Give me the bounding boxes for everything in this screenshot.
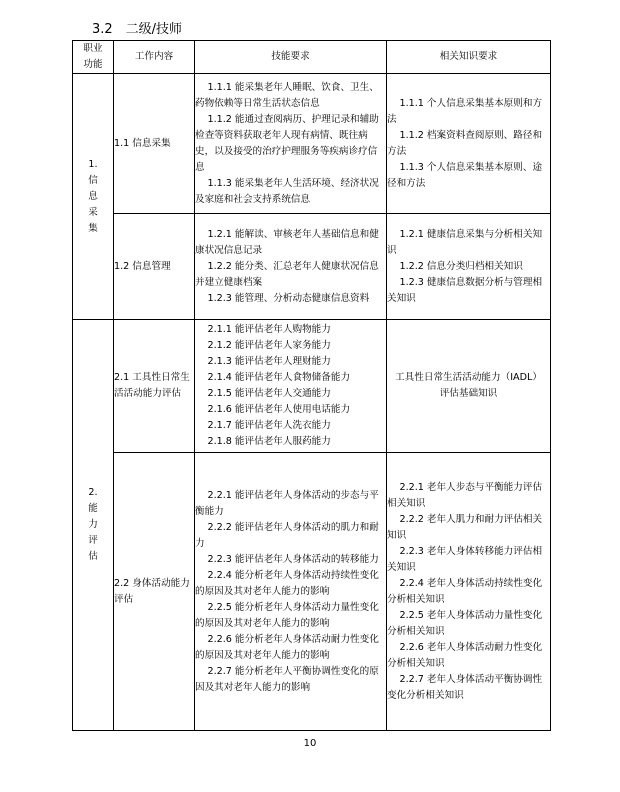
knowledge-item: 2.2.1 老年人步态与平衡能力评估相关知识 [387,481,543,509]
skills-cell [195,214,387,320]
skill-item: 2.2.4 能分析老年人身体活动持续性变化的原因及其对老年人能力的影响 [195,569,379,597]
skill-item: 2.1.7 能评估老年人洗衣能力 [207,420,331,431]
skills-cell [195,74,387,214]
header-content: 工作内容 [114,41,195,74]
section-title: 3.2 二级/技师 [92,22,183,37]
function-label: 1. 信 息 采 集 [88,158,98,234]
content-cell: 2.2 身体活动能力评估 [114,453,195,731]
knowledge-cell [387,74,551,214]
function-cell-ability-assessment [73,320,114,731]
skill-item: 2.1.5 能评估老年人交通能力 [207,388,331,399]
page-number: 10 [303,738,317,749]
knowledge-item: 1.1.2 档案资料查阅原则、路径和方法 [387,129,543,157]
knowledge-item: 2.2.3 老年人身体转移能力评估相关知识 [387,545,543,573]
skill-item: 1.2.2 能分类、汇总老年人健康状况信息并建立健康档案 [195,260,379,288]
function-label: 2. 能 力 评 估 [88,487,98,562]
skills-cell [195,453,387,731]
knowledge-item: 2.2.6 老年人身体活动耐力性变化分析相关知识 [387,641,543,669]
table-row [73,320,551,453]
content-cell: 2.1 工具性日常生活活动能力评估 [114,320,195,453]
knowledge-item: 1.1.1 个人信息采集基本原则和方法 [387,97,543,125]
header-knowledge: 相关知识要求 [387,41,551,74]
knowledge-item: 1.2.1 健康信息采集与分析相关知识 [387,228,543,256]
skill-item: 2.2.6 能分析老年人身体活动耐力性变化的原因及其对老年人能力的影响 [195,633,379,661]
knowledge-cell [387,453,551,731]
skill-item: 2.2.3 能评估老年人身体活动的转移能力 [207,553,379,565]
header-function-label: 职业 功能 [83,43,103,70]
skill-item: 2.1.2 能评估老年人家务能力 [207,340,331,351]
skill-item: 1.2.1 能解读、审核老年人基础信息和健康状况信息记录 [195,228,379,256]
skill-item: 1.1.3 能采集老年人生活环境、经济状况及家庭和社会支持系统信息 [195,177,379,205]
header-function [73,41,114,74]
knowledge-item: 工具性日常生活活动能力（IADL）评估基础知识 [395,372,542,399]
knowledge-item: 1.1.3 个人信息采集基本原则、途径和方法 [387,161,543,189]
header-skills: 技能要求 [195,41,387,74]
skill-item: 2.1.4 能评估老年人食物储备能力 [207,372,351,383]
skill-item: 1.1.2 能通过查阅病历、护理记录和辅助检查等资料获取老年人现有病情、既往病史，以及接受的治疗护理服务等疾病诊疗信息 [195,113,379,173]
table-header-row [73,41,551,74]
table-row [73,214,551,320]
knowledge-item: 2.2.2 老年人肌力和耐力评估相关知识 [387,513,543,541]
skill-item: 2.2.1 能评估老年人身体活动的步态与平衡能力 [195,489,379,517]
skill-item: 2.2.5 能分析老年人身体活动力量性变化的原因及其对老年人能力的影响 [195,601,379,629]
skills-cell [195,320,387,453]
knowledge-cell [387,320,551,453]
function-cell-info-collection [73,74,114,320]
skill-requirements-table [72,40,551,731]
skill-item: 1.1.1 能采集老年人睡眠、饮食、卫生、药物依赖等日常生活状态信息 [195,81,379,109]
table-row [73,453,551,731]
knowledge-cell [387,214,551,320]
skill-item: 2.1.6 能评估老年人使用电话能力 [207,404,351,415]
skill-item: 2.1.3 能评估老年人理财能力 [207,356,331,367]
skill-item: 2.2.7 能分析老年人平衡协调性变化的原因及其对老年人能力的影响 [195,665,379,693]
knowledge-item: 1.2.2 信息分类归档相关知识 [399,260,523,272]
skill-item: 1.2.3 能管理、分析动态健康信息资料 [207,292,370,304]
skill-item: 2.1.1 能评估老年人购物能力 [207,324,331,335]
skill-item: 2.1.8 能评估老年人服药能力 [207,436,331,447]
skill-item: 2.2.2 能评估老年人身体活动的肌力和耐力 [195,521,379,549]
knowledge-item: 1.2.3 健康信息数据分析与管理相关知识 [387,276,543,304]
content-cell: 1.1 信息采集 [114,74,195,214]
content-cell: 1.2 信息管理 [114,214,195,320]
knowledge-item: 2.2.7 老年人身体活动平衡协调性变化分析相关知识 [387,673,543,701]
knowledge-item: 2.2.4 老年人身体活动持续性变化分析相关知识 [387,577,543,605]
knowledge-item: 2.2.5 老年人身体活动力量性变化分析相关知识 [387,609,543,637]
table-row [73,74,551,214]
